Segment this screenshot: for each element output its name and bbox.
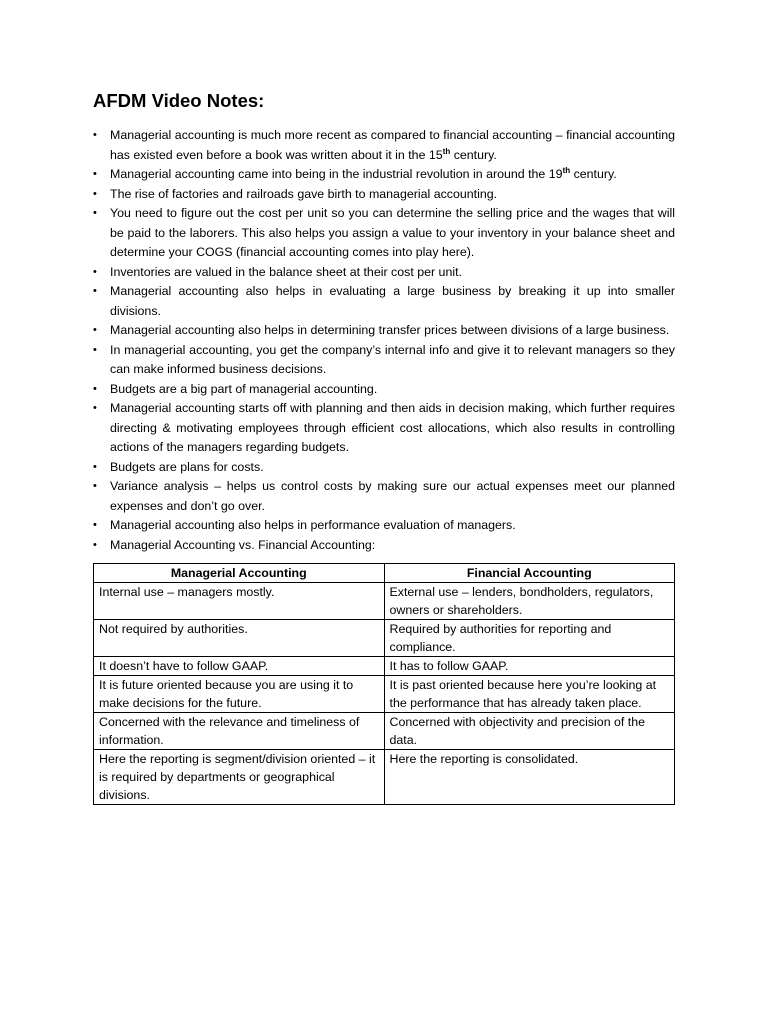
note-text: Managerial accounting is much more recent as compared to financial accounting – financial accounting has existed even before a book was written about it in the 15 — [110, 128, 675, 162]
table-cell: Required by authorities for reporting and compliance. — [384, 620, 675, 657]
table-row — [94, 657, 675, 676]
note-text: Variance analysis – helps us control costs by making sure our actual expenses meet our planned expenses and don’t go over. — [110, 479, 675, 513]
table-cell: It is future oriented because you are using it to make decisions for the future. — [94, 676, 385, 713]
note-superscript: th — [562, 166, 571, 175]
note-text: The rise of factories and railroads gave birth to managerial accounting. — [110, 186, 498, 201]
page-title: AFDM Video Notes: — [93, 90, 265, 111]
list-item — [93, 204, 675, 263]
bullet-icon: • — [93, 265, 97, 278]
bullet-icon: • — [93, 324, 97, 336]
table-cell: Concerned with the relevance and timeliness of information. — [94, 713, 385, 750]
bullet-icon: • — [93, 187, 97, 200]
note-text: Managerial accounting also helps in performance evaluation of managers. — [110, 518, 516, 532]
table-row — [94, 713, 675, 750]
note-text: Managerial accounting also helps in evaluating a large business by breaking it up into smaller divisions. — [110, 284, 675, 318]
table-cell: Not required by authorities. — [94, 620, 385, 657]
bullet-icon: • — [93, 402, 97, 414]
table-row — [94, 750, 675, 805]
table-cell: Here the reporting is segment/division oriented – it is required by departments or geographical divisions. — [94, 750, 385, 805]
list-item — [93, 399, 675, 458]
bullet-icon: • — [93, 207, 97, 219]
table-header-row — [94, 564, 675, 583]
note-tail: century. — [570, 167, 617, 181]
table-cell: Concerned with objectivity and precision of the data. — [384, 713, 675, 750]
note-tail: century. — [450, 147, 497, 162]
note-text: Managerial accounting came into being in the industrial revolution in around the 19 — [110, 167, 563, 181]
list-item — [93, 282, 675, 321]
note-text: Managerial accounting also helps in determining transfer prices between divisions of a large business. — [110, 323, 670, 337]
note-text: In managerial accounting, you get the company’s internal info and give it to relevant managers so they can make informed business decisions. — [110, 342, 675, 376]
table-cell: Internal use – managers mostly. — [94, 583, 385, 620]
table-cell: External use – lenders, bondholders, regulators, owners or shareholders. — [384, 583, 675, 620]
bullet-icon: • — [93, 538, 97, 551]
list-item — [93, 536, 675, 556]
bullet-icon: • — [93, 460, 97, 473]
note-text: Managerial Accounting vs. Financial Accounting: — [110, 537, 376, 552]
notes-list — [93, 126, 675, 555]
list-item — [93, 321, 675, 341]
document-page — [93, 90, 675, 805]
table-cell: It has to follow GAAP. — [384, 657, 675, 676]
list-item — [93, 516, 675, 536]
table-row — [94, 676, 675, 713]
bullet-icon: • — [93, 519, 97, 531]
note-text: Managerial accounting starts off with planning and then aids in decision making, which further requires directing & motivating employees through efficient cost allocations, which also results in controlling actions of the managers regarding budgets. — [110, 401, 675, 454]
comparison-table — [93, 563, 675, 805]
list-item — [93, 165, 675, 185]
list-item — [93, 263, 675, 283]
list-item — [93, 477, 675, 516]
note-text: Budgets are a big part of managerial accounting. — [110, 381, 378, 396]
bullet-icon: • — [93, 480, 97, 492]
table-row — [94, 583, 675, 620]
table-cell: It is past oriented because here you’re looking at the performance that has already taken place. — [384, 676, 675, 713]
table-cell: Here the reporting is consolidated. — [384, 750, 675, 805]
bullet-icon: • — [93, 285, 97, 297]
list-item — [93, 380, 675, 400]
bullet-icon: • — [93, 343, 97, 356]
list-item — [93, 341, 675, 380]
list-item — [93, 185, 675, 205]
note-text: You need to figure out the cost per unit so you can determine the selling price and the wages that will be paid to the laborers. This also helps you assign a value to your inventory in your balance sheet and determine your COGS (financial accounting comes into play here). — [110, 206, 675, 259]
note-text: Budgets are plans for costs. — [110, 459, 264, 474]
list-item — [93, 458, 675, 478]
bullet-icon: • — [93, 129, 97, 141]
column-header-financial: Financial Accounting — [384, 564, 675, 583]
bullet-icon: • — [93, 382, 97, 395]
note-superscript: th — [442, 146, 451, 156]
column-header-managerial: Managerial Accounting — [94, 564, 385, 583]
list-item — [93, 126, 675, 165]
table-row — [94, 620, 675, 657]
note-text: Inventories are valued in the balance sheet at their cost per unit. — [110, 264, 462, 279]
table-cell: It doesn’t have to follow GAAP. — [94, 657, 385, 676]
bullet-icon: • — [93, 168, 97, 180]
